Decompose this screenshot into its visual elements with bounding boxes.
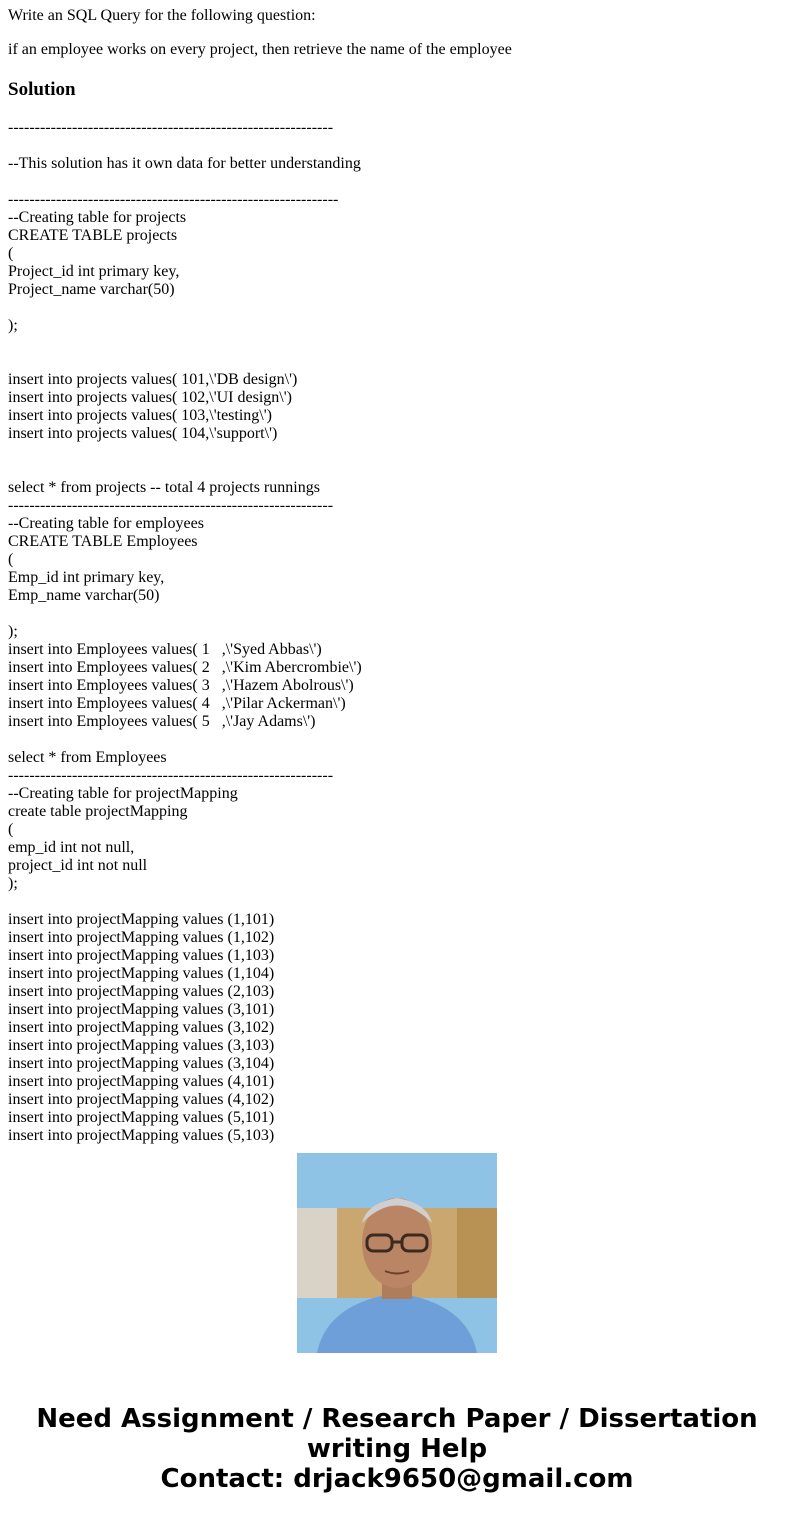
code-line: insert into projectMapping values (1,101) (8, 911, 275, 928)
footer-line-2: writing Help (306, 1434, 488, 1464)
code-line: ); (8, 317, 18, 334)
code-line: Project_name varchar(50) (8, 281, 175, 298)
code-line: insert into projects values( 102,\'UI design\') (8, 389, 292, 406)
code-line: insert into projectMapping values (3,102) (8, 1019, 275, 1036)
code-line: insert into projects values( 103,\'testing\') (8, 407, 272, 424)
code-line: insert into projectMapping values (3,103) (8, 1037, 275, 1054)
code-line: Emp_name varchar(50) (8, 587, 160, 604)
code-line: insert into projects values( 101,\'DB design\') (8, 371, 298, 388)
code-line (8, 299, 788, 317)
code-line: insert into projectMapping values (1,103) (8, 947, 275, 964)
contact-footer (0, 1404, 794, 1494)
code-line: project_id int not null (8, 857, 148, 874)
code-line: ------------------------------------------------------------- (8, 767, 334, 784)
code-line: select * from Employees (8, 749, 167, 766)
code-line: insert into Employees values( 3 ,\'Hazem Abolrous\') (8, 677, 354, 694)
code-line: CREATE TABLE Employees (8, 533, 198, 550)
code-line (8, 731, 788, 749)
code-line (8, 173, 788, 191)
code-line: insert into projectMapping values (4,102) (8, 1091, 275, 1108)
code-line: --This solution has it own data for better understanding (8, 155, 361, 172)
code-line: insert into projectMapping values (4,101) (8, 1073, 275, 1090)
code-line: ------------------------------------------------------------- (8, 119, 334, 136)
code-line: ( (8, 245, 14, 262)
code-line: ( (8, 551, 14, 568)
code-line: insert into projectMapping values (3,101) (8, 1001, 275, 1018)
code-line: --Creating table for employees (8, 515, 204, 532)
code-line: insert into projectMapping values (1,102) (8, 929, 275, 946)
avatar (297, 1153, 497, 1353)
footer-line-1: Need Assignment / Research Paper / Dissertation (36, 1404, 758, 1434)
code-line: insert into Employees values( 5 ,\'Jay Adams\') (8, 713, 316, 730)
code-line: --Creating table for projects (8, 209, 187, 226)
code-line: create table projectMapping (8, 803, 188, 820)
code-line (8, 893, 788, 911)
code-line: insert into projectMapping values (1,104) (8, 965, 275, 982)
code-line (8, 605, 788, 623)
code-line: insert into projectMapping values (5,103) (8, 1127, 275, 1144)
code-line: insert into Employees values( 4 ,\'Pilar Ackerman\') (8, 695, 346, 712)
question-block (8, 0, 788, 101)
code-line: --Creating table for projectMapping (8, 785, 238, 802)
code-line: ); (8, 875, 18, 892)
code-line: emp_id int not null, (8, 839, 135, 856)
question-text: if an employee works on every project, then retrieve the name of the employee (8, 41, 512, 58)
code-line (8, 461, 788, 479)
code-line: -------------------------------------------------------------- (8, 191, 339, 208)
code-line: insert into projectMapping values (2,103) (8, 983, 275, 1000)
code-line: insert into Employees values( 1 ,\'Syed Abbas\') (8, 641, 322, 658)
code-line (8, 353, 788, 371)
code-line: CREATE TABLE projects (8, 227, 178, 244)
code-line (8, 137, 788, 155)
code-line: select * from projects -- total 4 projects runnings (8, 479, 320, 496)
code-line: insert into projects values( 104,\'support\') (8, 425, 278, 442)
solution-code (8, 119, 788, 1144)
code-line: ( (8, 821, 14, 838)
code-line: insert into Employees values( 2 ,\'Kim Abercrombie\') (8, 659, 362, 676)
person-photo-icon (297, 1153, 497, 1353)
code-line: ------------------------------------------------------------- (8, 497, 334, 514)
code-line (8, 443, 788, 461)
solution-heading: Solution (8, 79, 76, 100)
code-line: Project_id int primary key, (8, 263, 180, 280)
footer-line-3: Contact: drjack9650@gmail.com (160, 1464, 634, 1494)
code-line: insert into projectMapping values (5,101) (8, 1109, 275, 1126)
code-line: insert into projectMapping values (3,104) (8, 1055, 275, 1072)
question-prompt: Write an SQL Query for the following question: (8, 7, 316, 24)
code-line: ); (8, 623, 18, 640)
code-line (8, 335, 788, 353)
code-line: Emp_id int primary key, (8, 569, 165, 586)
